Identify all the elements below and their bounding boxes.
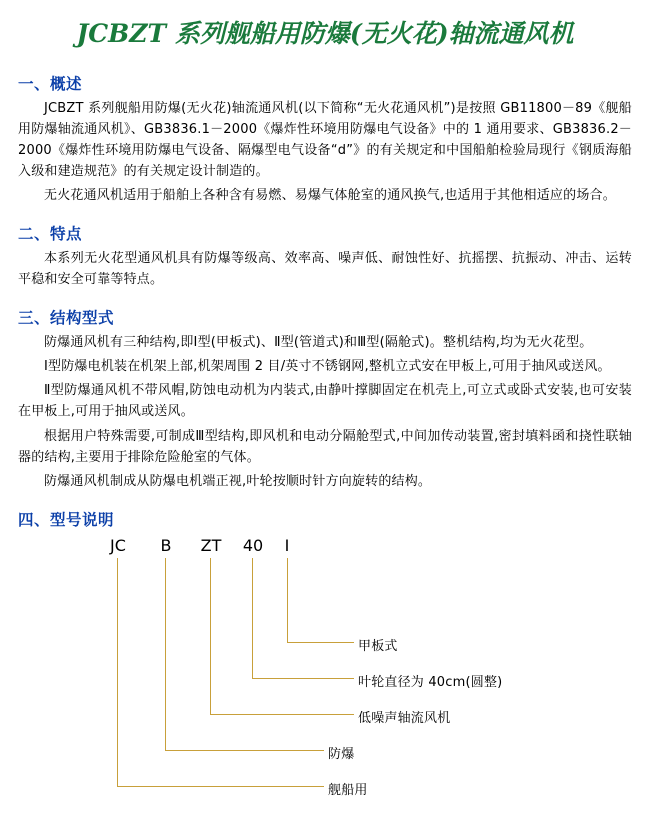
section-heading-features: 二、特点 <box>18 225 83 244</box>
leader-line-diameter-horizontal <box>252 678 354 679</box>
leader-label-marine-use: 舰船用 <box>328 782 368 798</box>
overview-paragraph-2: 无火花通风机适用于船舶上各种含有易燃、易爆气体舱室的通风换气,也适用于其他相适应的场合。 <box>44 188 616 204</box>
structure-paragraph-3: Ⅱ型防爆通风机不带风帽,防蚀电动机为内装式,由静叶撑脚固定在机壳上,可立式或卧式安装,也可安装在甲板上,可用于抽风或送风。 <box>18 383 632 420</box>
leader-line-type-vertical <box>287 558 288 642</box>
leader-label-low-noise-axial-fan: 低噪声轴流风机 <box>358 710 451 726</box>
leader-line-marine-vertical <box>117 558 118 786</box>
leader-label-impeller-diameter: 叶轮直径为 40cm(圆整) <box>358 674 503 690</box>
overview-paragraph-1: JCBZT 系列舰船用防爆(无火花)轴流通风机(以下简称“无火花通风机”)是按照 GB11800－89《舰船用防爆轴流通风机》、GB3836.1－2000《爆炸性环境用防爆电气设备》中的 1 通用要求、GB3836.2－2000《爆炸性环境用防爆电气设备、隔爆型电气设备“d”》的有关规定和中国船舶检验局现行《钢质海船入级和建造规范》的有关规定设计制造的。 <box>18 101 632 180</box>
section-heading-model-designation: 四、型号说明 <box>18 510 115 529</box>
structure-paragraph-5: 防爆通风机制成从防爆电机端正视,叶轮按顺时针方向旋转的结构。 <box>44 473 432 489</box>
leader-line-diameter-vertical <box>252 558 253 678</box>
section-heading-overview: 一、概述 <box>18 75 83 93</box>
leader-line-explosion-proof-horizontal <box>165 750 324 751</box>
code-segment-b: B <box>160 535 172 555</box>
leader-line-type-horizontal <box>287 642 354 643</box>
structure-paragraph-4: 根据用户特殊需要,可制成Ⅲ型结构,即风机和电动分隔舱型式,中间加传动装置,密封填料函和挠性联轴器的结构,主要用于排除危险舱室的气体。 <box>18 428 632 465</box>
section-heading-structure: 三、结构型式 <box>18 309 115 328</box>
document-page <box>0 14 650 828</box>
leader-label-deck-type: 甲板式 <box>358 638 398 654</box>
code-segment-jc: JC <box>110 535 126 555</box>
code-segment-40: 40 <box>242 535 264 555</box>
leader-line-marine-horizontal <box>117 786 324 787</box>
code-segment-type: Ⅰ <box>284 535 290 555</box>
leader-label-explosion-proof: 防爆 <box>328 746 355 762</box>
code-segment-zt: ZT <box>200 535 222 555</box>
structure-paragraph-1: 防爆通风机有三种结构,即Ⅰ型(甲板式)、Ⅱ型(管道式)和Ⅲ型(隔舱式)。整机结构,均为无火花型。 <box>44 335 593 351</box>
structure-paragraph-2: Ⅰ型防爆电机装在机架上部,机架周围 2 目/英寸不锈钢网,整机立式安在甲板上,可用于抽风或送风。 <box>44 359 611 375</box>
leader-line-fan-type-horizontal <box>210 714 354 715</box>
page-title: JCBZT 系列舰船用防爆(无火花)轴流通风机 <box>76 19 574 48</box>
model-designation-diagram <box>18 536 632 804</box>
leader-line-fan-type-vertical <box>210 558 211 714</box>
leader-line-explosion-proof-vertical <box>165 558 166 750</box>
features-paragraph-1: 本系列无火花型通风机具有防爆等级高、效率高、噪声低、耐蚀性好、抗摇摆、抗振动、冲击、运转平稳和安全可靠等特点。 <box>18 251 632 288</box>
